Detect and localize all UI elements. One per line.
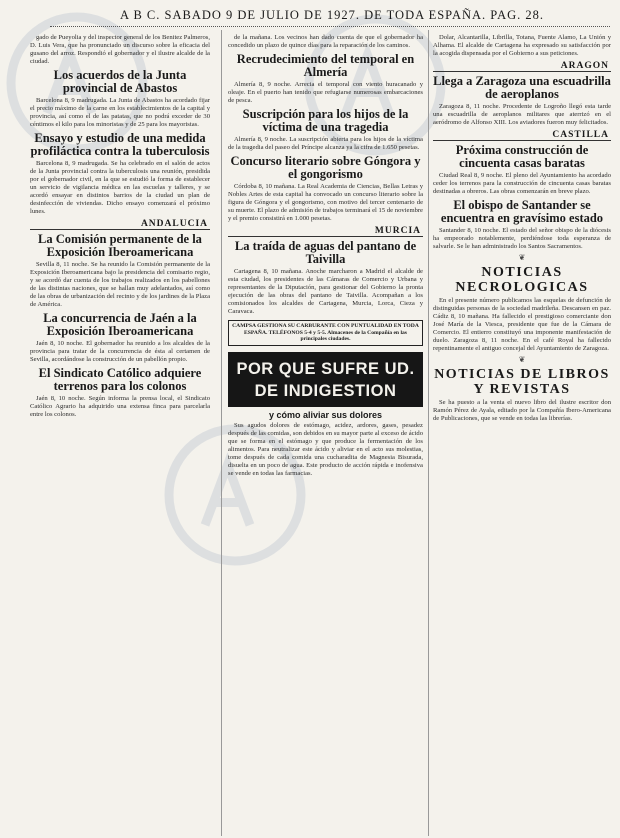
notices-body: En el presente número publicamos las esquelas de defunción de distinguidas personas de la sociedad madrileña. Descansen en paz. Cádiz 8, 10 mañana. Ha fallecido el prestigioso comerciante don José María de la Viesca, presidente que fue de la Cámara de Comercio. El entierro constituyó una imponente manifestación de duelo. Zaragoza 8, 11 noche. En el café Royal ha fallecido repentinamente el antiguo concejal del Ayuntamiento de Zaragoza. (433, 297, 611, 352)
ad-title-line-2: DE INDIGESTION (254, 381, 397, 400)
article-body: Almería 8, 9 noche. Arrecia el temporal con viento huracanado y oleaje. En el puerto han tenido que refugiarse numerosas embarcaciones de pesca. (228, 81, 423, 104)
column-separator (428, 30, 429, 836)
article-body: Zaragoza 8, 11 noche. Procedente de Logroño llegó esta tarde una escuadrilla de aeroplanos militares que aterrizó en el aeródromo de Alfonso XIII. Los aviadores fueron muy felicitados. (433, 103, 611, 126)
indigestion-ad-banner (228, 352, 423, 407)
ornament-divider: ❦ (518, 355, 526, 364)
article-body: Jaén 8, 10 noche. El gobernador ha reunido a los alcaldes de la provincia para tratar de la concurrencia de ésta al certamen de Sevilla, acordándose la construcción de un pabellón propio. (30, 340, 210, 363)
headline: El Sindicato Católico adquiere terrenos para los colonos (38, 366, 202, 393)
article-intro: Dolar, Alcantarilla, Librilla, Totana, Fuente Alamo, La Unión y Alhama. El alcalde de Cartagena ha expresado su satisfacción por la acogida dispensada por el Gobierno a sus peticiones. (433, 34, 611, 57)
headline: Ensayo y estudio de una medida profiláctica contra la tuberculosis (30, 131, 210, 158)
headline: La concurrencia de Jaén a la Exposición Iberoamericana (43, 311, 197, 338)
masthead-rule (50, 26, 610, 27)
article-body: Santander 8, 10 noche. El estado del señor obispo de la diócesis ha empeorado notablemente, perdiéndose toda esperanza de salvarle. Se le han administrado los Santos Sacramentos. (433, 227, 611, 250)
column-2 (228, 34, 423, 834)
section-header: ANDALUCIA (30, 219, 210, 230)
column-3 (433, 34, 611, 834)
page-masthead: A B C. SABADO 9 DE JULIO DE 1927. DE TODA ESPAÑA. PAG. 28. (120, 8, 545, 22)
article-body: Barcelona 8, 9 madrugada. Se ha celebrado en el salón de actos de la Junta provincial contra la tuberculosis una reunión, presidida por el gobernador civil, en la que se estudió la forma de establecer un servicio de vigilancia médica en las escuelas y talleres, y se acordó ensayar en distintos barrios de la ciudad un plan de desinfección de viviendas. Dicho ensayo comenzará el próximo lunes. (30, 160, 210, 215)
section-header: CASTILLA (433, 130, 611, 141)
ad-title-line-1: POR QUE SUFRE UD. (236, 359, 415, 378)
article-body: Cartagena 8, 10 mañana. Anoche marcharon a Madrid el alcalde de esta ciudad, los presidentes de las Cámaras de Comercio y Urbana y representantes de la Diputación, para gestionar del Gobierno la pronta ejecución de las obras del pantano de Taivilla. Acompañan a los comisionados los alcaldes de Cartagena, Murcia, Lorca, Cieza y Caravaca. (228, 268, 423, 315)
article-body: Barcelona 8, 9 madrugada. La Junta de Abastos ha acordado fijar el precio máximo de la carne en los establecimientos de la capital y provincia, así como el de las patatas, que no podrá exceder de 30 céntimos el kilo para los minoristas y de 25 para los mayoristas. (30, 97, 210, 128)
column-separator (221, 30, 222, 836)
section-header: ARAGON (433, 61, 611, 72)
headline: La traída de aguas del pantano de Taivilla (234, 239, 417, 266)
article-body: Córdoba 8, 10 mañana. La Real Academia de Ciencias, Bellas Letras y Nobles Artes de esta capital ha convocado un concurso literario sobre la figura de Góngora y el gongorismo, con motivo del tercer centenario de su muerte. El plazo de admisión de trabajos terminará el 15 de noviembre y el premio consistirá en 1.000 pesetas. (228, 183, 423, 222)
books-body: Se ha puesto a la venta el nuevo libro del ilustre escritor don Ramón Pérez de Ayala, editado por la Compañía Ibero-Americana de Publicaciones, que se vende en todas las librerías. (433, 399, 611, 422)
headline: La Comisión permanente de la Exposición Iberoamericana (38, 232, 202, 259)
article-body: Jaén 8, 10 noche. Según informa la prensa local, el Sindicato Católico Agrario ha adquirido una extensa finca para parcelarla entre los colonos. (30, 395, 210, 418)
notices-heading: NOTICIAS NECROLOGICAS (455, 265, 589, 295)
headline: Próxima construcción de cincuenta casas baratas (455, 143, 589, 170)
ad-subtitle: y cómo aliviar sus dolores (268, 409, 383, 420)
headline: Concurso literario sobre Góngora y el gongorismo (230, 154, 421, 181)
article-body: Ciudad Real 8, 9 noche. El pleno del Ayuntamiento ha acordado ceder los terrenos para la construcción de cincuenta casas baratas destinadas a obreros. Las obras comenzarán en breve plazo. (433, 172, 611, 195)
headline: Suscripción para los hijos de la víctima de una tragedia (242, 107, 409, 134)
article-intro: gado de Pueyolia y del inspector general de los Benitez Palmeros, D. Luis Vera, que ha pronunciado un discurso sobre la eficacia del gusano del arroz. Respondió el gobernador y el ilustre alcalde de la ciudad. (30, 34, 210, 65)
headline: El obispo de Santander se encuentra en gravísimo estado (440, 198, 604, 225)
article-body: Sevilla 8, 11 noche. Se ha reunido la Comisión permanente de la Exposición Iberoamericana bajo la presidencia del comisario regio, y se acordó dar cuenta de los trabajos realizados en los pabellones de las distintas naciones, que se hallan muy adelantados, así como de las obras de urbanización del recinto y de los jardines de la Plaza de América. (30, 261, 210, 308)
headline: Recrudecimiento del temporal en Almería (236, 52, 415, 79)
ad-body: Sus agudos dolores de estómago, acidez, ardores, gases, pesadez después de las comidas, son debidos en su mayor parte al exceso de ácido que se forma en el estómago y que produce la fermentación de los alimentos. Para neutralizar este ácido y aliviar en el acto sus molestias, tome después de cada comida una cucharadita de Magnesia Bisurada, disuelta en un poco de agua. Este producto de acción rápida e inofensiva se vende en todas las farmacias. (228, 421, 423, 477)
advertisement-box: CAMPSA GESTIONA SU CARBURANTE CON PUNTUALIDAD EN TODA ESPAÑA. TELÉFONOS 5-4 y 5-5. Almacenes de la Compañía en las principales ciudades. (228, 320, 423, 346)
headline: Los acuerdos de la Junta provincial de Abastos (53, 68, 187, 95)
article-intro: de la mañana. Los vecinos han dado cuenta de que el gobernador ha concedido un plazo de quince días para la reparación de los caminos. (228, 34, 423, 49)
books-heading: NOTICIAS DE LIBROS Y REVISTAS (434, 367, 610, 397)
column-1 (30, 34, 210, 834)
headline: Llega a Zaragoza una escuadrilla de aeroplanos (433, 74, 611, 101)
section-header: MURCIA (228, 226, 423, 237)
article-body: Almería 8, 9 noche. La suscripción abierta para los hijos de la víctima de la tragedia del paseo del Príncipe alcanza ya la cifra de 1.650 pesetas. (228, 136, 423, 151)
ornament-divider: ❦ (518, 253, 526, 262)
